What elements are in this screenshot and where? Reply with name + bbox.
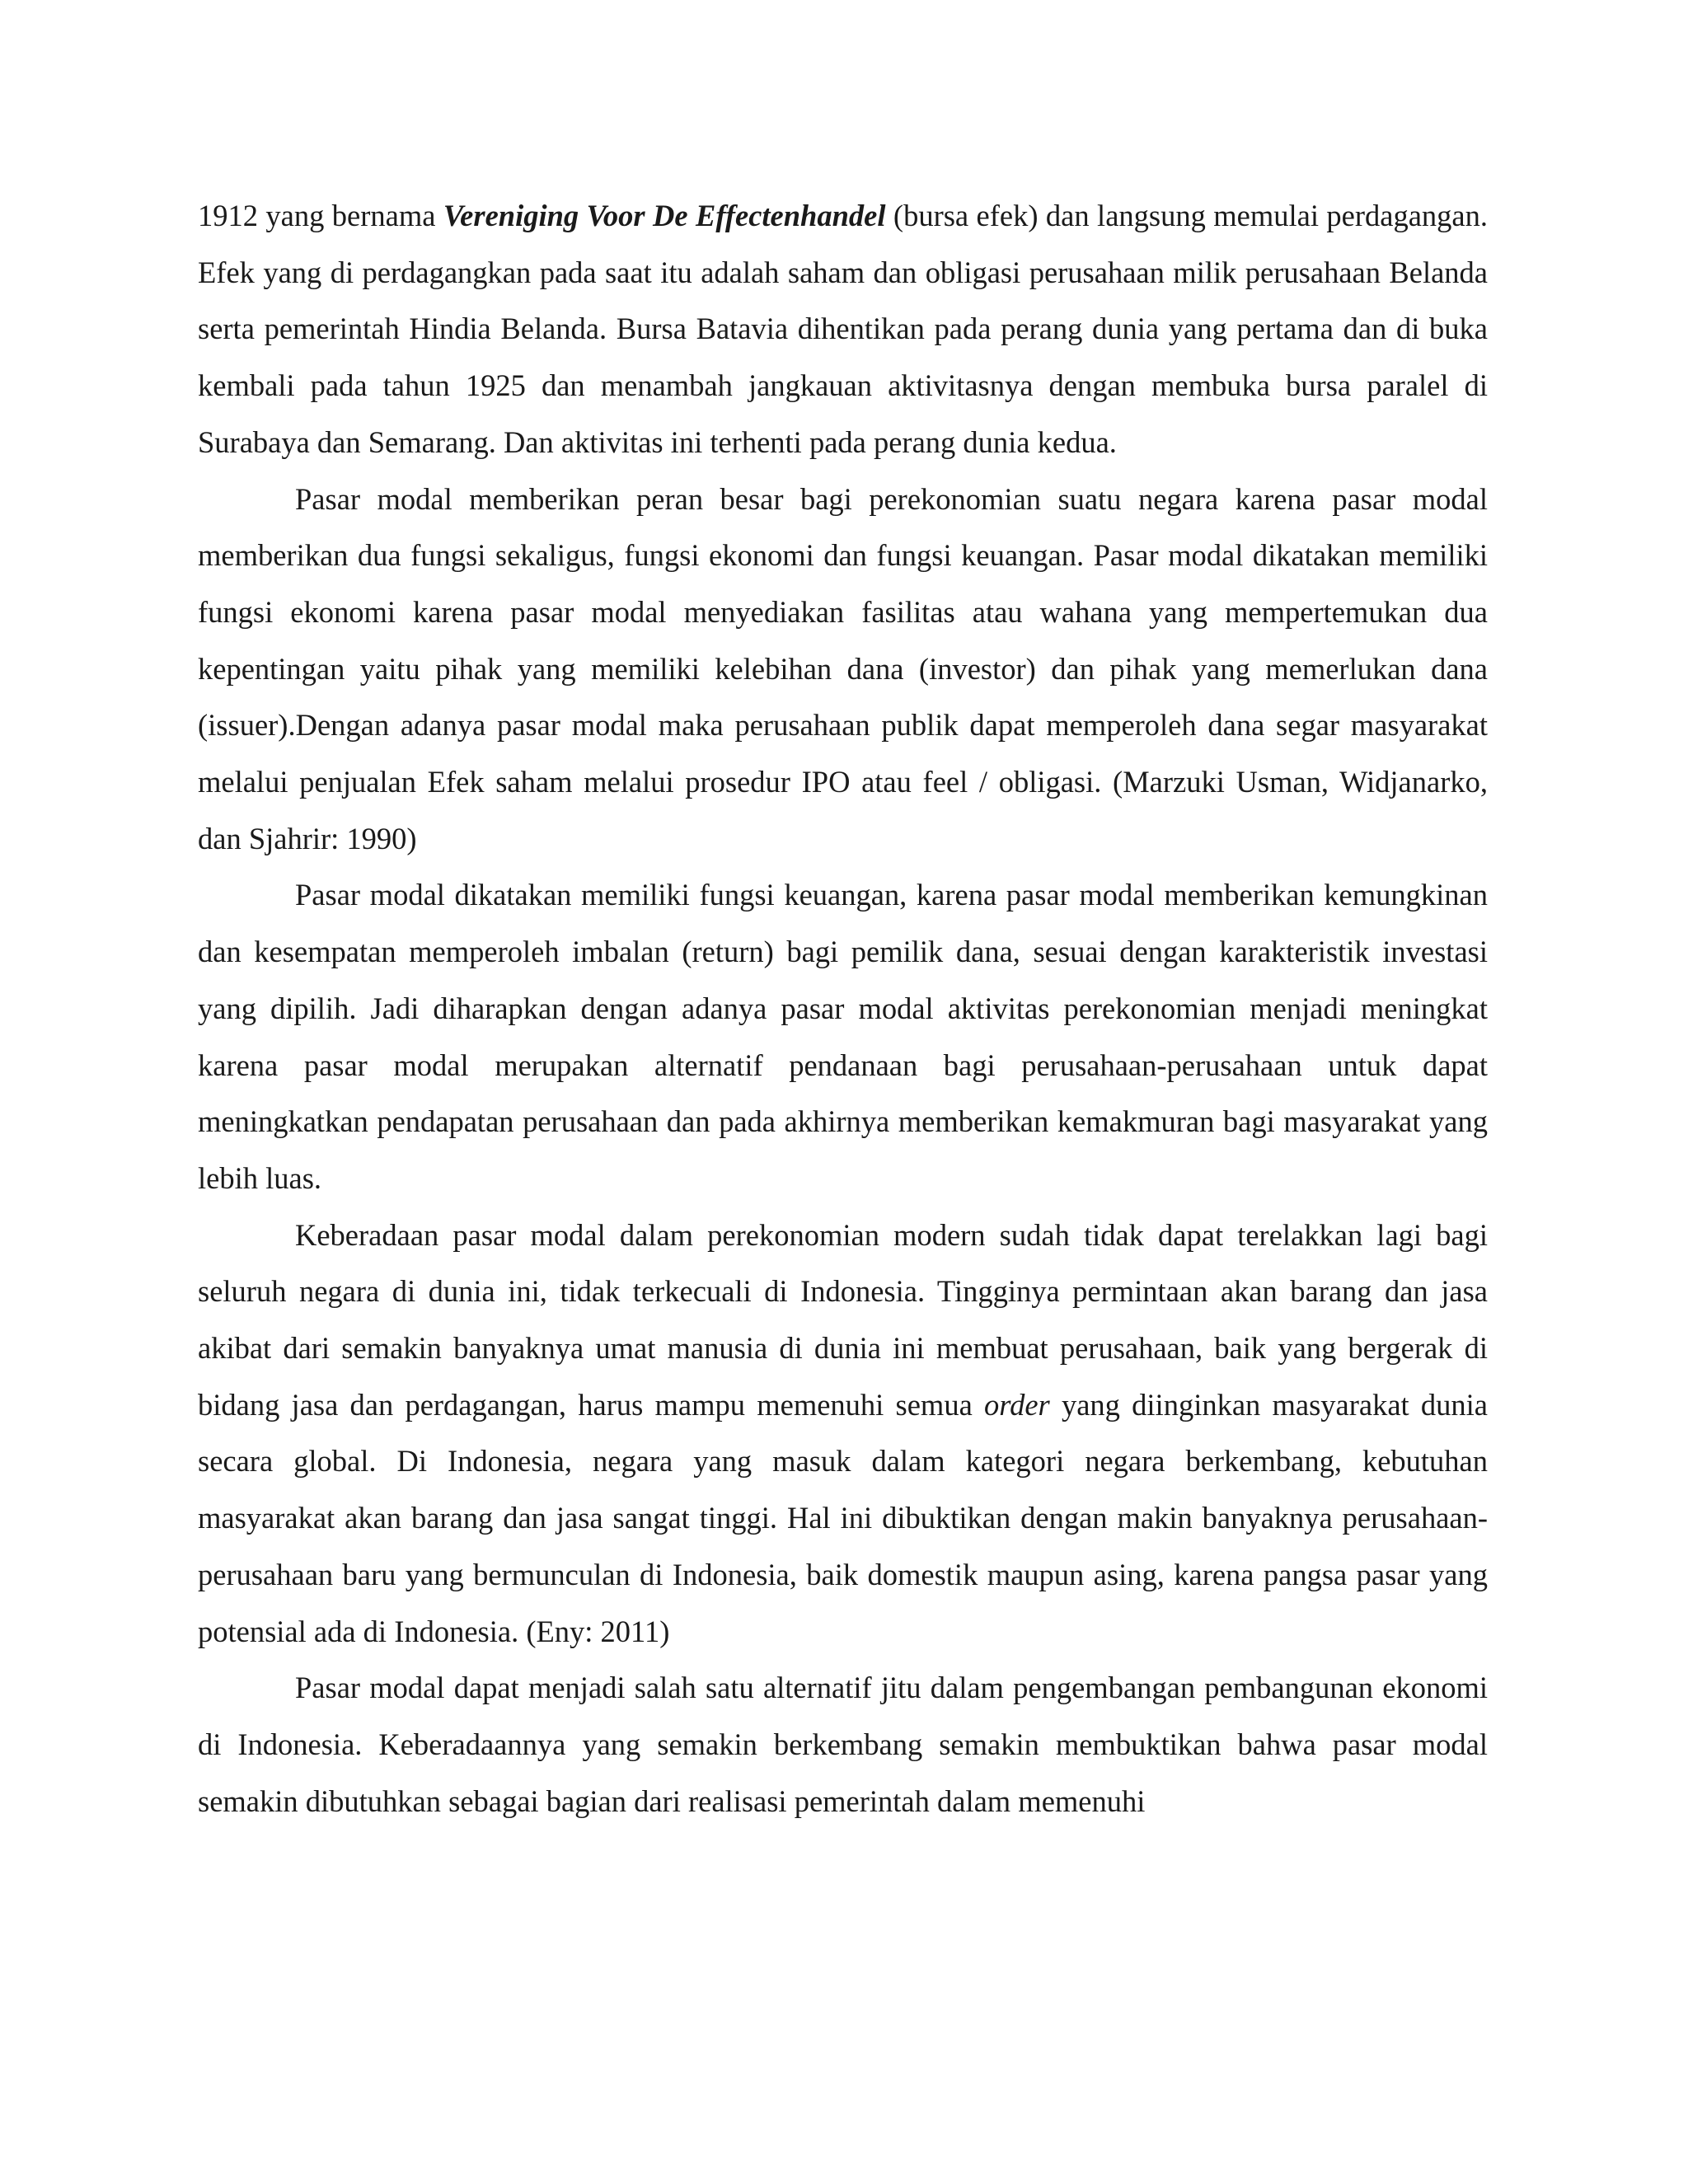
- emphasis-term: order: [984, 1387, 1050, 1422]
- emphasis-term: Vereniging Voor De Effectenhandel: [443, 199, 886, 232]
- paragraph-text: Pasar modal dikatakan memiliki fungsi keuangan, karena pasar modal memberikan kemungkinan dan kesempatan memperoleh imbalan (return) bagi pemilik dana, sesuai dengan karakteristik investasi yang dipilih. Jadi diharapkan dengan adanya pasar modal aktivitas perekonomian menjadi meningkat karena pasar modal merupakan alternatif pendanaan bagi perusahaan-perusahaan untuk dapat meningkatkan pendapatan perusahaan dan pada akhirnya memberikan kemakmuran bagi masyarakat yang lebih luas.: [198, 878, 1488, 1195]
- paragraph-text: Pasar modal dapat menjadi salah satu alternatif jitu dalam pengembangan pembangunan ekonomi di Indonesia. Keberadaannya yang semakin berkembang semakin membuktikan bahwa pasar modal semakin dibutuhkan sebagai bagian dari realisasi pemerintah dalam memenuhi: [198, 1671, 1488, 1818]
- paragraph-bursa-history: [198, 188, 1488, 471]
- paragraph-text: Pasar modal memberikan peran besar bagi perekonomian suatu negara karena pasar modal memberikan dua fungsi sekaligus, fungsi ekonomi dan fungsi keuangan. Pasar modal dikatakan memiliki fungsi ekonomi karena pasar modal menyediakan fasilitas atau wahana yang mempertemukan dua kepentingan yaitu pihak yang memiliki kelebihan dana (investor) dan pihak yang memerlukan dana (issuer).Dengan adanya pasar modal maka perusahaan publik dapat memperoleh dana segar masyarakat melalui penjualan Efek saham melalui prosedur IPO atau feel / obligasi. (Marzuki Usman, Widjanarko, dan Sjahrir: 1990): [198, 481, 1488, 855]
- paragraph-text: (bursa efek) dan langsung memulai perdagangan. Efek yang di perdagangkan pada saat itu adalah saham dan obligasi perusahaan milik perusahaan Belanda serta pemerintah Hindia Belanda. Bursa Batavia dihentikan pada perang dunia yang pertama dan di buka kembali pada tahun 1925 dan menambah jangkauan aktivitasnya dengan membuka bursa paralel di Surabaya dan Semarang. Dan aktivitas ini terhenti pada perang dunia kedua.: [198, 199, 1488, 459]
- paragraph-financial-function: [198, 867, 1488, 1207]
- paragraph-text: Keberadaan pasar modal dalam perekonomian modern sudah tidak dapat terelakkan lagi bagi seluruh negara di dunia ini, tidak terkecuali di Indonesia. Tingginya permintaan akan barang dan jasa akibat dari semakin banyaknya umat manusia di dunia ini membuat perusahaan, baik yang bergerak di bidang jasa dan perdagangan, harus mampu memenuhi semua: [198, 1217, 1488, 1422]
- paragraph-text: yang diinginkan masyarakat dunia secara global. Di Indonesia, negara yang masuk dalam kategori negara berkembang, kebutuhan masyarakat akan barang dan jasa sangat tinggi. Hal ini dibuktikan dengan makin banyaknya perusahaan-perusahaan baru yang bermunculan di Indonesia, baik domestik maupun asing, karena pangsa pasar yang potensial ada di Indonesia. (Eny: 2011): [198, 1387, 1489, 1648]
- paragraph-text: 1912 yang bernama: [198, 199, 443, 232]
- paragraph-economic-function: [198, 471, 1488, 868]
- document-page: [198, 188, 1488, 1830]
- paragraph-modern-economy: [198, 1207, 1488, 1661]
- paragraph-development-alternative: [198, 1660, 1488, 1830]
